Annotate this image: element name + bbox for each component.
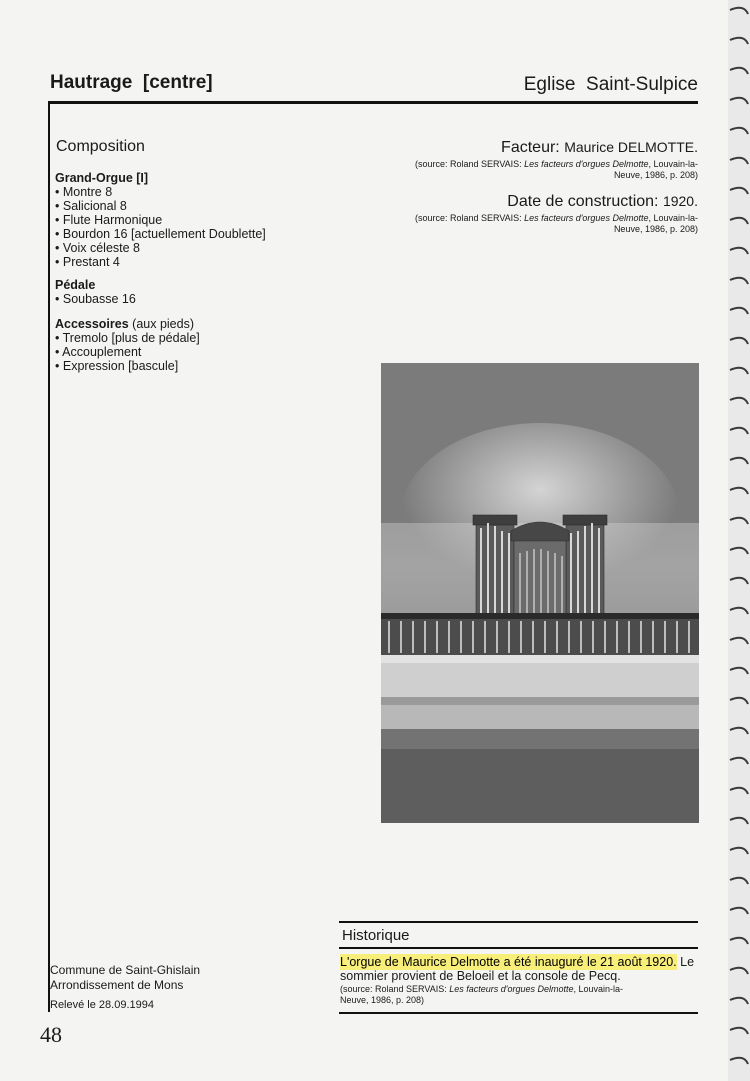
- historique-text: [340, 955, 700, 983]
- source-title: Les facteurs d'orgues Delmotte: [524, 213, 649, 223]
- header-rule: [48, 101, 698, 104]
- source-prefix: (source: Roland SERVAIS:: [340, 984, 450, 994]
- date-block: [415, 193, 698, 235]
- accessoires-section: [55, 317, 200, 373]
- page-title-church: Eglise Saint-Sulpice: [523, 74, 698, 95]
- source-suffix: , Louvain-la-: [648, 213, 698, 223]
- source-suffix: Neuve, 1986, p. 208): [340, 995, 425, 1005]
- historique-title: Historique: [342, 927, 410, 944]
- accessoires-note: (aux pieds): [132, 317, 194, 331]
- grand-orgue-section: [55, 171, 266, 269]
- date-value: 1920.: [662, 193, 698, 209]
- facteur-value: Maurice DELMOTTE.: [564, 139, 698, 155]
- commune-block: [50, 963, 200, 993]
- date-source: [415, 213, 698, 235]
- facteur-label: Facteur:: [501, 139, 560, 156]
- facteur-block: [415, 139, 698, 181]
- accessory-item: • Expression [bascule]: [55, 359, 200, 373]
- spiral-binding: [728, 0, 750, 1081]
- stop-item: • Flute Harmonique: [55, 213, 266, 227]
- stop-item: • Montre 8: [55, 185, 266, 199]
- organ-photo: [381, 363, 699, 823]
- source-suffix: Neuve, 1986, p. 208): [613, 170, 698, 180]
- source-prefix: (source: Roland SERVAIS:: [414, 159, 525, 169]
- grand-orgue-heading: Grand-Orgue [I]: [55, 171, 149, 185]
- stop-item: • Salicional 8: [55, 199, 266, 213]
- historique-top-rule: [339, 921, 698, 923]
- releve-date: Relevé le 28.09.1994: [50, 999, 154, 1011]
- accessoires-heading: Accessoires: [55, 317, 129, 331]
- stop-item: • Soubasse 16: [55, 292, 136, 306]
- historique-title-rule: [339, 947, 698, 949]
- accessory-item: • Tremolo [plus de pédale]: [55, 331, 200, 345]
- source-suffix: , Louvain-la-: [648, 159, 698, 169]
- left-rule: [48, 104, 50, 1012]
- stop-item: • Voix céleste 8: [55, 241, 266, 255]
- page-title-location: Hautrage [centre]: [50, 72, 213, 93]
- facteur-source: [415, 159, 698, 181]
- date-label: Date de construction:: [507, 193, 659, 210]
- commune-name: Commune de Saint-Ghislain: [50, 963, 201, 977]
- source-prefix: (source: Roland SERVAIS:: [414, 213, 525, 223]
- stop-item: • Prestant 4: [55, 255, 266, 269]
- page-number: 48: [40, 1022, 62, 1047]
- pedale-heading: Pédale: [55, 278, 96, 292]
- historique-text-rest: Le: [676, 955, 695, 969]
- arrondissement-name: Arrondissement de Mons: [50, 978, 184, 992]
- bottom-rule: [339, 1012, 698, 1014]
- composition-title: Composition: [56, 138, 145, 155]
- stop-item: • Bourdon 16 [actuellement Doublette]: [55, 227, 266, 241]
- pedale-section: [55, 278, 136, 306]
- source-title: Les facteurs d'orgues Delmotte: [449, 984, 574, 994]
- highlighted-sentence: L'orgue de Maurice Delmotte a été inauguré le 21 août 1920.: [340, 955, 677, 969]
- source-title: Les facteurs d'orgues Delmotte: [524, 159, 649, 169]
- source-suffix: Neuve, 1986, p. 208): [613, 224, 698, 234]
- historique-text-rest: sommier provient de Beloeil et la console de Pecq.: [340, 969, 621, 983]
- historique-source: [340, 984, 700, 1006]
- accessory-item: • Accouplement: [55, 345, 200, 359]
- source-suffix: , Louvain-la-: [573, 984, 624, 994]
